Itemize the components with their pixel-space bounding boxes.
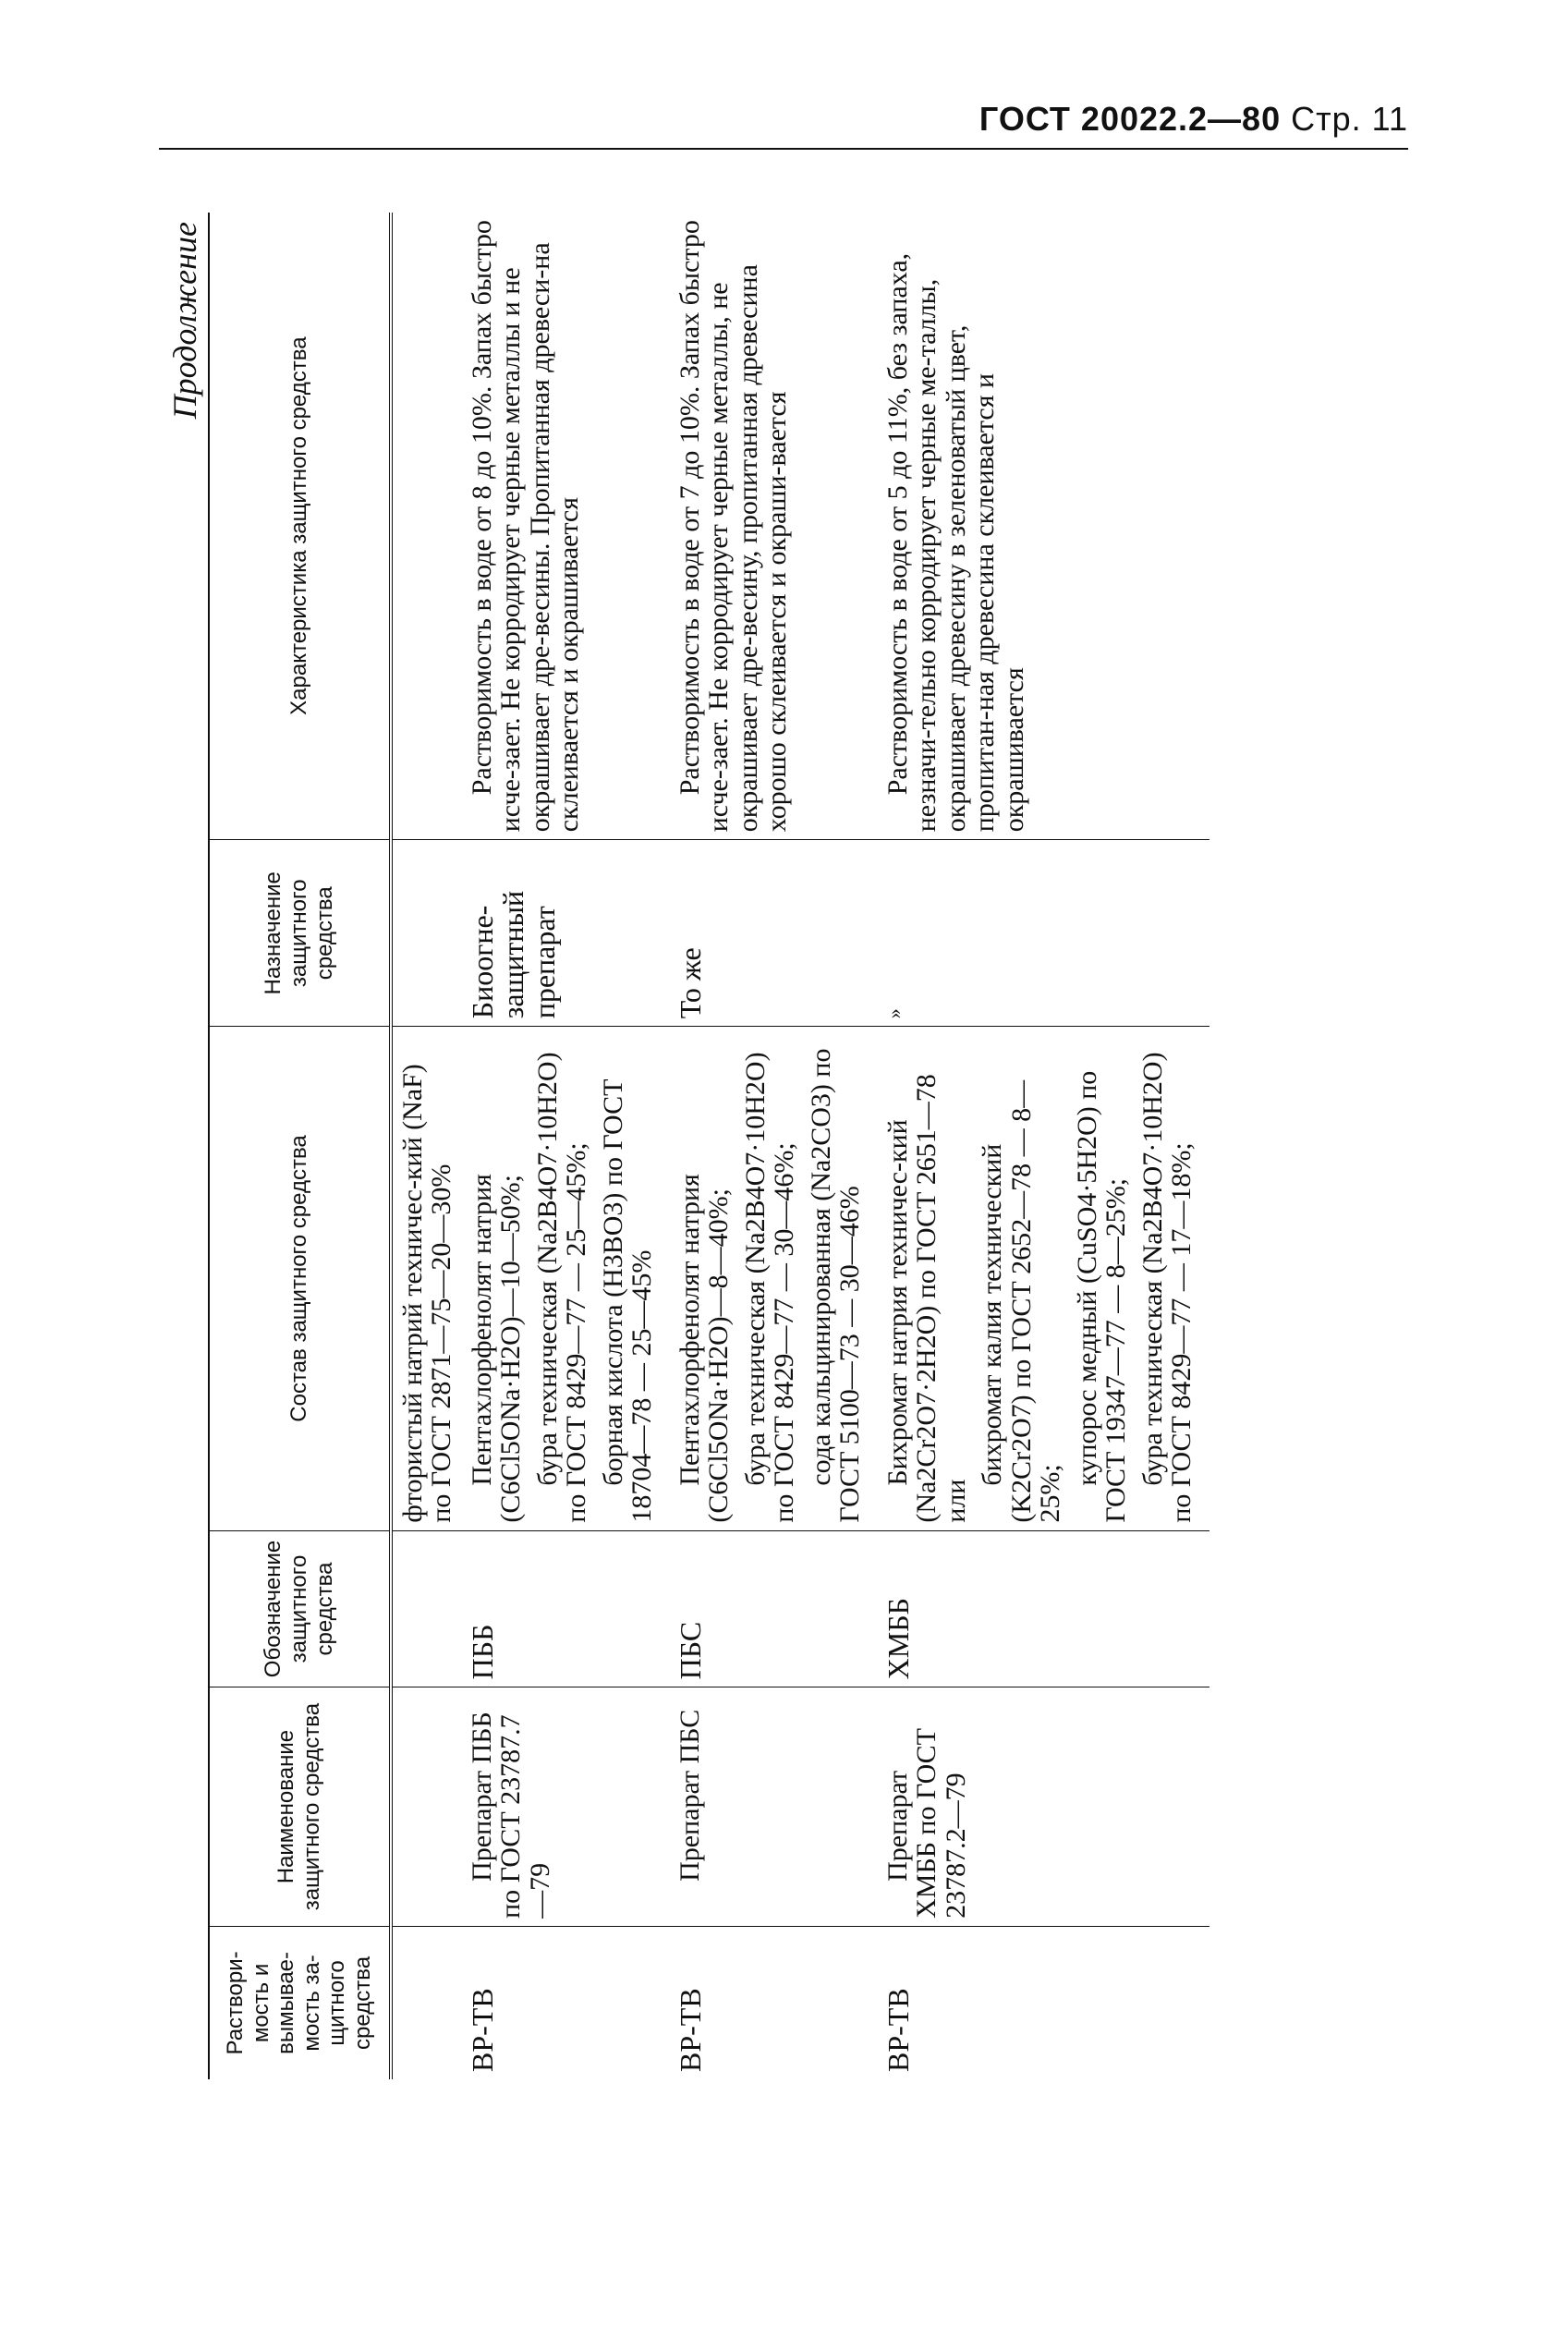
composition-line: борная кислота (H3BO3) по ГОСТ 18704—78 — 25—45% bbox=[597, 1078, 658, 1523]
header-designation: Обозначение защитного средства bbox=[209, 1530, 391, 1687]
table-row bbox=[462, 213, 670, 2079]
table-row-continuation bbox=[391, 213, 462, 2079]
standard-number: ГОСТ 20022.2—80 bbox=[978, 100, 1282, 138]
continued-label: Продолжение bbox=[166, 222, 203, 420]
running-head bbox=[979, 100, 1408, 139]
header-composition: Состав защитного средства bbox=[209, 1027, 391, 1530]
cell-designation: ПБС bbox=[670, 1530, 878, 1687]
header-purpose: Назначение защитного средства bbox=[209, 840, 391, 1027]
composition-line: Пентахлорфенолят натрия (C6Cl5ONa·H2O)—10—50%; bbox=[466, 1174, 527, 1523]
table-row bbox=[670, 213, 878, 2079]
cell-solubility: ВР-ТВ bbox=[670, 1926, 878, 2079]
header-name: Наименование защитного средства bbox=[209, 1687, 391, 1927]
cell-solubility: ВР-ТВ bbox=[878, 1926, 1209, 2079]
cell-composition bbox=[670, 1027, 878, 1530]
composition-line: купорос медный (CuSO4·5H2O) по ГОСТ 19347—77 — 8—25%; bbox=[1071, 1070, 1132, 1523]
cell-purpose-ditto: » bbox=[878, 840, 1209, 1027]
composition-line: бура техническая (Na2B4O7·10H2O) по ГОСТ 8429—77 — 30—46%; bbox=[739, 1052, 800, 1523]
protective-agents-table bbox=[208, 213, 1209, 2079]
cell-composition bbox=[462, 1027, 670, 1530]
cell-designation: ХМББ bbox=[878, 1530, 1209, 1687]
composition-line: бура техническая (Na2B4O7·10H2O) по ГОСТ 8429—77 — 25—45%; bbox=[531, 1052, 592, 1523]
table-row bbox=[878, 213, 1209, 2079]
composition-line: Бихромат натрия техничес-кий (Na2Cr2O7·2H2O) по ГОСТ 2651—78 или bbox=[881, 1074, 971, 1523]
cell-composition bbox=[878, 1027, 1209, 1530]
cell-solubility: ВР-ТВ bbox=[462, 1926, 670, 2079]
composition-line: бихромат калия технический (K2Cr2O7) по ГОСТ 2652—78 — 8—25%; bbox=[977, 1079, 1066, 1523]
cell-name: Препарат ПБС bbox=[670, 1687, 878, 1927]
cell-characteristics: Растворимость в воде от 7 до 10%. Запах быстро исче-зает. Не корродирует черные металлы, не окрашивает дре-весину, пропитанная древесина хорошо склеивается и окраши-вается bbox=[674, 220, 793, 833]
composition-line: Пентахлорфенолят натрия (C6Cl5ONa·H2O)—8—40%; bbox=[674, 1174, 735, 1523]
cell-composition-continued: фтористый натрий техничес-кий (NaF) по ГОСТ 2871—75—20—30% bbox=[391, 1027, 462, 1530]
page-number: Стр. 11 bbox=[1291, 100, 1408, 138]
composition-line: бура техническая (Na2B4O7·10H2O) по ГОСТ 8429—77 — 17—18%; bbox=[1136, 1052, 1197, 1523]
cell-designation: ПББ bbox=[462, 1530, 670, 1687]
header-characteristics: Характеристика защитного средства bbox=[209, 213, 391, 840]
composition-line: сода кальцинированная (Na2CO3) по ГОСТ 5100—73 — 30—46% bbox=[805, 1048, 866, 1523]
table-header-row bbox=[209, 213, 391, 2079]
cell-characteristics: Растворимость в воде от 5 до 11%, без запаха, незначи-тельно корродирует черные ме-таллы, окрашивает древесину в зеленоватый цвет, пропитан-ная древесина склеивается и окрашивается bbox=[881, 252, 1029, 833]
cell-name: Препарат ХМББ по ГОСТ 23787.2—79 bbox=[878, 1687, 1209, 1927]
cell-characteristics: Растворимость в воде от 8 до 10%. Запах быстро исче-зает. Не корродирует черные металлы и не окрашивает дре-весины. Пропитанная древеси-на склеивается и окрашивается bbox=[466, 220, 585, 833]
cell-purpose: Биоогне-защитный препарат bbox=[462, 840, 670, 1027]
cell-name: Препарат ПББ по ГОСТ 23787.7—79 bbox=[462, 1687, 670, 1927]
rotated-table-page bbox=[162, 213, 1363, 2079]
header-solubility: Раствори-мость и вымывае-мость за-щитного средства bbox=[209, 1926, 391, 2079]
header-rule bbox=[159, 148, 1408, 150]
cell-purpose: То же bbox=[670, 840, 878, 1027]
